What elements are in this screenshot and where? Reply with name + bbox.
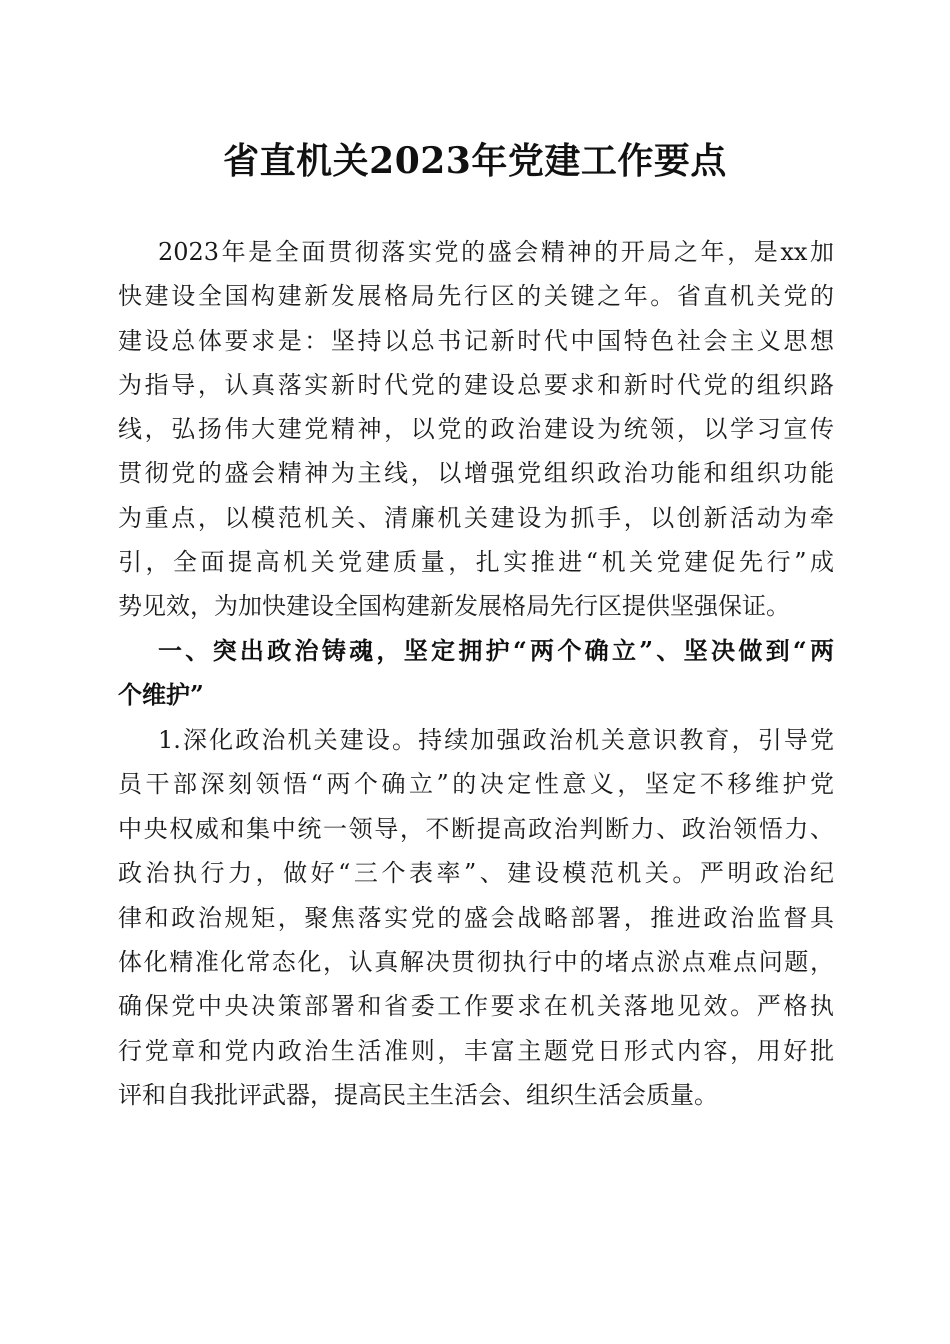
item-line: 律和政治规矩，聚焦落实党的盛会战略部署，推进政治监督具 <box>118 904 834 932</box>
intro-line: 贯彻党的盛会精神为主线，以增强党组织政治功能和组织功能 <box>118 459 834 487</box>
intro-line: 引，全面提高机关党建质量，扎实推进“机关党建促先行”成 <box>118 548 834 576</box>
intro-line: 为重点，以模范机关、清廉机关建设为抓手，以创新活动为牵 <box>118 504 834 532</box>
intro-line: 为指导，认真落实新时代党的建设总要求和新时代党的组织路 <box>118 371 834 399</box>
intro-line: 势见效，为加快建设全国构建新发展格局先行区提供坚强保证。 <box>118 592 790 620</box>
item-line: 员干部深刻领悟“两个确立”的决定性意义，坚定不移维护党 <box>118 770 834 798</box>
intro-line: 快建设全国构建新发展格局先行区的关键之年。省直机关党的 <box>118 282 834 310</box>
item-line: 体化精准化常态化，认真解决贯彻执行中的堵点淤点难点问题， <box>118 948 834 976</box>
intro-line: 建设总体要求是：坚持以总书记新时代中国特色社会主义思想 <box>118 327 834 355</box>
intro-line: 线，弘扬伟大建党精神，以党的政治建设为统领，以学习宣传 <box>118 415 834 443</box>
page-title: 省直机关2023年党建工作要点 <box>223 140 727 182</box>
item-line: 中央权威和集中统一领导，不断提高政治判断力、政治领悟力、 <box>118 815 834 843</box>
section-heading-line: 个维护” <box>118 680 204 709</box>
item-line: 评和自我批评武器，提高民主生活会、组织生活会质量。 <box>118 1081 718 1109</box>
section-heading-line: 一、突出政治铸魂，坚定拥护“两个确立”、坚决做到“两 <box>158 636 834 665</box>
intro-line: 2023年是全面贯彻落实党的盛会精神的开局之年，是xx加 <box>158 238 834 266</box>
item-line: 1.深化政治机关建设。持续加强政治机关意识教育，引导党 <box>158 726 834 754</box>
item-line: 确保党中央决策部署和省委工作要求在机关落地见效。严格执 <box>118 992 834 1020</box>
item-line: 政治执行力，做好“三个表率”、建设模范机关。严明政治纪 <box>118 859 834 887</box>
item-line: 行党章和党内政治生活准则，丰富主题党日形式内容，用好批 <box>118 1037 834 1065</box>
